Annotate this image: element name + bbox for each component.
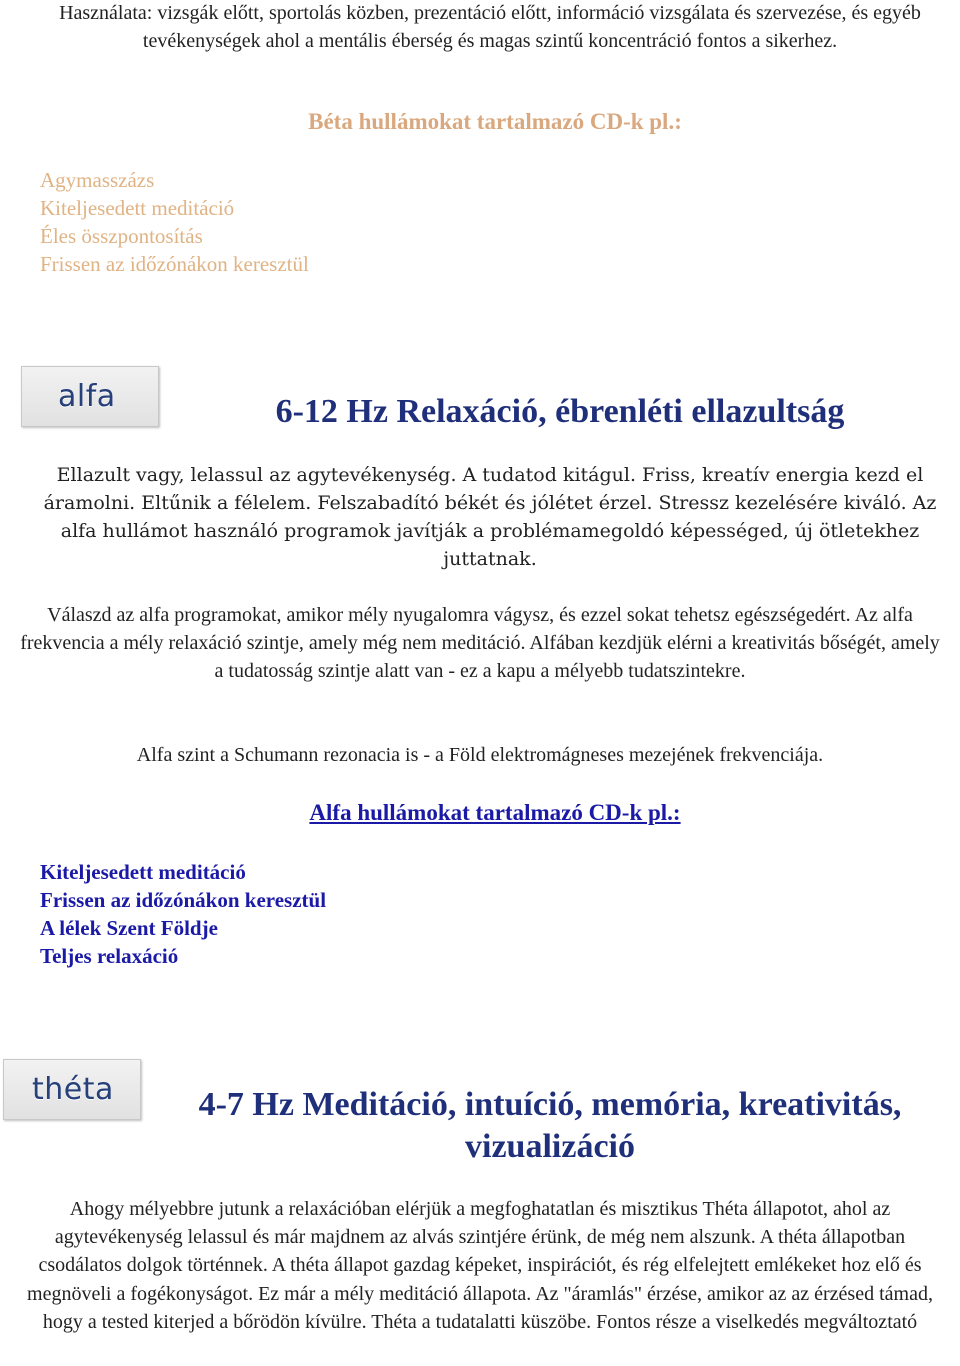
beta-cd-link[interactable]: Kiteljesedett meditáció bbox=[40, 196, 235, 220]
alfa-cd-link[interactable]: Frissen az időzónákon keresztül bbox=[40, 888, 327, 912]
beta-cd-link[interactable]: Agymasszázs bbox=[40, 168, 155, 192]
usage-paragraph: Használata: vizsgák előtt, sportolás közben, prezentáció előtt, információ vizsgálata és szervezése, és egyéb tevékenységek ahol a mentális éberség és magas szintű koncentráció fontos a sikerhez. bbox=[59, 2, 921, 52]
beta-cd-list bbox=[40, 166, 309, 278]
alfa-cd-link[interactable]: A lélek Szent Földje bbox=[40, 916, 218, 940]
theta-badge-image bbox=[3, 1059, 141, 1120]
alfa-paragraph-1: Ellazult vagy, lelassul az agytevékenység. A tudatod kitágul. Friss, kreatív energia kezd el áramolni. Eltűnik a félelem. Felszabadító békét és jólétet érzel. Stressz kezelésére kiváló. Az alfa hullámot használó programok javítják a problémamegoldó képességed, új ötletekhez juttatnak. bbox=[43, 464, 937, 570]
alfa-section-title: 6-12 Hz Relaxáció, ébrenléti ellazultság bbox=[275, 393, 845, 430]
alfa-paragraph-2: Válaszd az alfa programokat, amikor mély nyugalomra vágysz, és ezzel sokat tehetsz egészségedért. Az alfa frekvencia a mély relaxáció szintje, amely még nem meditáció. Alfában kezdjük elérni a kreativitás bőségét, amely a tudatosság szintje alatt van - ez a kapu a mélyebb tudatszintekre. bbox=[20, 604, 940, 682]
beta-cd-heading: Béta hullámokat tartalmazó CD-k pl.: bbox=[308, 109, 682, 134]
alfa-cd-list bbox=[40, 858, 326, 970]
theta-badge-label: théta bbox=[32, 1072, 114, 1107]
beta-cd-link[interactable]: Éles összpontosítás bbox=[40, 224, 203, 248]
alfa-badge-image bbox=[21, 366, 159, 427]
theta-section-title: 4-7 Hz Meditáció, intuíció, memória, kreativitás, vizualizáció bbox=[198, 1086, 902, 1165]
alfa-badge-label: alfa bbox=[58, 379, 116, 414]
alfa-paragraph-3: Alfa szint a Schumann rezonacia is - a Föld elektromágneses mezejének frekvenciája. bbox=[136, 744, 824, 766]
theta-paragraph-1: Ahogy mélyebbre jutunk a relaxációban elérjük a megfoghatatlan és misztikus Théta állapotot, ahol az agytevékenység lelassul és már majdnem az alvás szintjére érünk, de még nem alszunk. A théta állapotban csodálatos dolgok történnek. A théta állapot gazdag képeket, inspirációt, és rég elfelejtett emlékeket hoz elő és megnöveli a fogékonyságot. Ez már a mély meditáció állapota. Az "áramlás" érzése, amikor az az érzésed támad, hogy a tested kiterjed a bőrödön kívülre. Théta a tudatalatti küszöbe. Fontos része a viselkedés megváltoztató bbox=[27, 1198, 933, 1333]
alfa-cd-link[interactable]: Teljes relaxáció bbox=[40, 944, 179, 968]
alfa-cd-link[interactable]: Kiteljesedett meditáció bbox=[40, 860, 246, 884]
beta-cd-link[interactable]: Frissen az időzónákon keresztül bbox=[40, 252, 309, 276]
alfa-cd-heading[interactable]: Alfa hullámokat tartalmazó CD-k pl.: bbox=[309, 800, 681, 825]
